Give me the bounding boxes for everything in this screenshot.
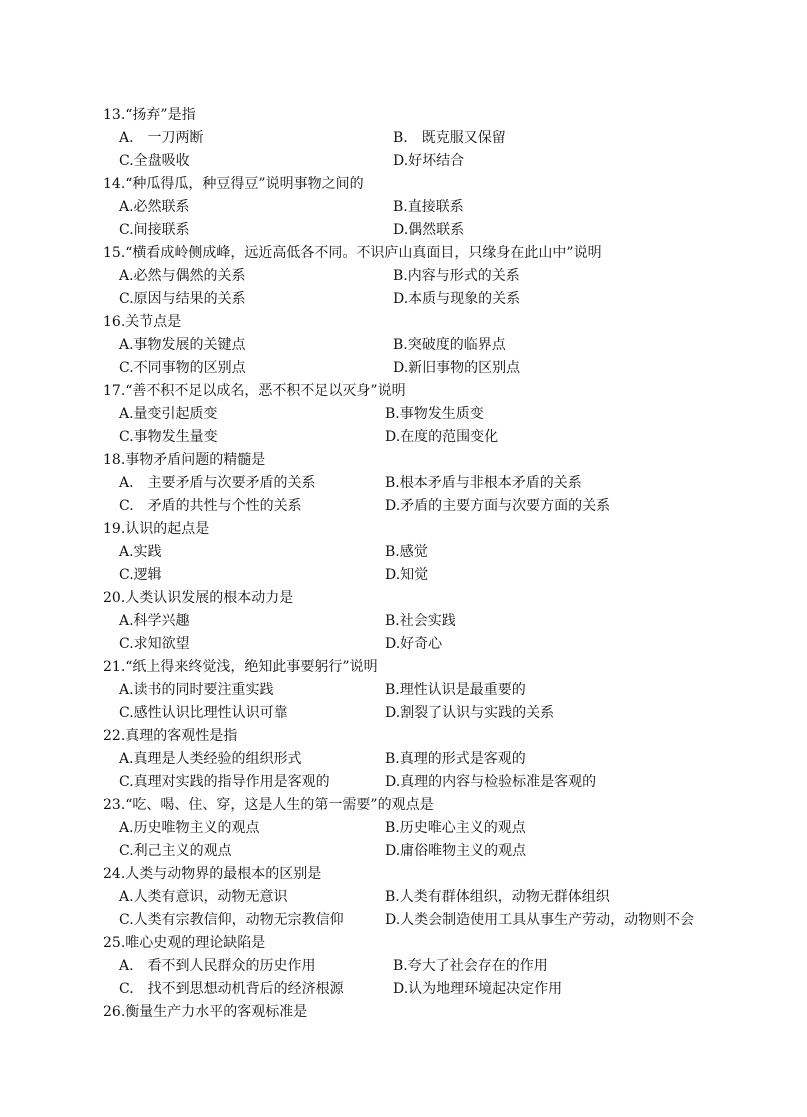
option-b: B. 既克服又保留 bbox=[393, 130, 506, 146]
option-d: D.割裂了认识与实践的关系 bbox=[385, 705, 555, 721]
question-15 bbox=[103, 242, 753, 311]
options-row bbox=[103, 886, 753, 909]
question-26 bbox=[103, 1001, 753, 1024]
question-21 bbox=[103, 656, 753, 725]
option-d: D.矛盾的主要方面与次要方面的关系 bbox=[385, 498, 611, 514]
options-row bbox=[103, 610, 753, 633]
options-row bbox=[103, 357, 753, 380]
option-b: B.真理的形式是客观的 bbox=[385, 751, 526, 767]
option-d: D.真理的内容与检验标准是客观的 bbox=[385, 774, 597, 790]
option-c: C.利己主义的观点 bbox=[119, 843, 232, 859]
option-c: C.逻辑 bbox=[119, 567, 162, 583]
option-a: A. 一刀两断 bbox=[119, 130, 204, 146]
question-stem: 20.人类认识发展的根本动力是 bbox=[103, 590, 294, 606]
option-d: D.人类会制造使用工具从事生产劳动，动物则不会 bbox=[385, 912, 695, 928]
option-d: D.认为地理环境起决定作用 bbox=[393, 981, 563, 997]
options-row bbox=[103, 978, 753, 1001]
option-a: A.历史唯物主义的观点 bbox=[119, 820, 260, 836]
options-row bbox=[103, 426, 753, 449]
options-row bbox=[103, 541, 753, 564]
options-row bbox=[103, 679, 753, 702]
option-b: B.事物发生质变 bbox=[385, 406, 484, 422]
question-25 bbox=[103, 932, 753, 1001]
option-a: A.人类有意识，动物无意识 bbox=[119, 889, 288, 905]
option-b: B.直接联系 bbox=[393, 199, 464, 215]
option-a: A.必然联系 bbox=[119, 199, 190, 215]
options-row bbox=[103, 771, 753, 794]
option-a: A.必然与偶然的关系 bbox=[119, 268, 246, 284]
option-a: A. 主要矛盾与次要矛盾的关系 bbox=[119, 475, 316, 491]
option-a: A.事物发展的关键点 bbox=[119, 337, 246, 353]
question-stem: 22.真理的客观性是指 bbox=[103, 728, 238, 744]
option-a: A. 看不到人民群众的历史作用 bbox=[119, 958, 316, 974]
question-stem: 15.“横看成岭侧成峰，远近高低各不同。不识庐山真面目，只缘身在此山中”说明 bbox=[103, 245, 602, 261]
options-row bbox=[103, 288, 753, 311]
options-row bbox=[103, 633, 753, 656]
options-row bbox=[103, 817, 753, 840]
options-row bbox=[103, 909, 753, 932]
option-b: B.社会实践 bbox=[385, 613, 456, 629]
option-a: A.科学兴趣 bbox=[119, 613, 190, 629]
question-stem: 19.认识的起点是 bbox=[103, 521, 210, 537]
question-22 bbox=[103, 725, 753, 794]
option-c: C.原因与结果的关系 bbox=[119, 291, 246, 307]
question-stem: 24.人类与动物界的最根本的区别是 bbox=[103, 866, 322, 882]
question-13 bbox=[103, 104, 753, 173]
option-b: B.夸大了社会存在的作用 bbox=[393, 958, 548, 974]
option-b: B.突破度的临界点 bbox=[393, 337, 506, 353]
question-18 bbox=[103, 449, 753, 518]
option-d: D.新旧事物的区别点 bbox=[393, 360, 521, 376]
option-d: D.偶然联系 bbox=[393, 222, 465, 238]
option-c: C. 找不到思想动机背后的经济根源 bbox=[119, 981, 344, 997]
options-row bbox=[103, 748, 753, 771]
question-23 bbox=[103, 794, 753, 863]
option-d: D.好奇心 bbox=[385, 636, 443, 652]
question-stem: 13.“扬弃”是指 bbox=[103, 107, 196, 123]
option-d: D.在度的范围变化 bbox=[385, 429, 499, 445]
option-b: B.内容与形式的关系 bbox=[393, 268, 520, 284]
option-a: A.读书的同时要注重实践 bbox=[119, 682, 274, 698]
option-d: D.本质与现象的关系 bbox=[393, 291, 521, 307]
option-c: C.求知欲望 bbox=[119, 636, 190, 652]
option-b: B.人类有群体组织，动物无群体组织 bbox=[385, 889, 610, 905]
question-stem: 23.“吃、喝、住、穿，这是人生的第一需要”的观点是 bbox=[103, 797, 434, 813]
option-a: A.量变引起质变 bbox=[119, 406, 218, 422]
options-row bbox=[103, 840, 753, 863]
option-b: B.理性认识是最重要的 bbox=[385, 682, 526, 698]
options-row bbox=[103, 196, 753, 219]
question-stem: 16.关节点是 bbox=[103, 314, 182, 330]
exam-page bbox=[103, 104, 753, 1024]
options-row bbox=[103, 150, 753, 173]
options-row bbox=[103, 127, 753, 150]
question-19 bbox=[103, 518, 753, 587]
option-c: C.不同事物的区别点 bbox=[119, 360, 246, 376]
option-c: C.全盘吸收 bbox=[119, 153, 190, 169]
question-16 bbox=[103, 311, 753, 380]
question-24 bbox=[103, 863, 753, 932]
question-stem: 17.“善不积不足以成名，恶不积不足以灭身”说明 bbox=[103, 383, 406, 399]
options-row bbox=[103, 219, 753, 242]
question-stem: 25.唯心史观的理论缺陷是 bbox=[103, 935, 266, 951]
question-17 bbox=[103, 380, 753, 449]
option-b: B.历史唯心主义的观点 bbox=[385, 820, 526, 836]
question-stem: 26.衡量生产力水平的客观标准是 bbox=[103, 1004, 308, 1020]
option-b: B.感觉 bbox=[385, 544, 428, 560]
option-c: C.真理对实践的指导作用是客观的 bbox=[119, 774, 330, 790]
options-row bbox=[103, 403, 753, 426]
option-c: C.间接联系 bbox=[119, 222, 190, 238]
options-row bbox=[103, 955, 753, 978]
option-d: D.好坏结合 bbox=[393, 153, 465, 169]
option-a: A.真理是人类经验的组织形式 bbox=[119, 751, 302, 767]
option-b: B.根本矛盾与非根本矛盾的关系 bbox=[385, 475, 582, 491]
options-row bbox=[103, 265, 753, 288]
options-row bbox=[103, 472, 753, 495]
question-stem: 21.“纸上得来终觉浅，绝知此事要躬行”说明 bbox=[103, 659, 378, 675]
options-row bbox=[103, 702, 753, 725]
question-20 bbox=[103, 587, 753, 656]
option-c: C.事物发生量变 bbox=[119, 429, 218, 445]
options-row bbox=[103, 334, 753, 357]
options-row bbox=[103, 495, 753, 518]
options-row bbox=[103, 564, 753, 587]
option-a: A.实践 bbox=[119, 544, 162, 560]
option-c: C.感性认识比理性认识可靠 bbox=[119, 705, 288, 721]
option-c: C.人类有宗教信仰，动物无宗教信仰 bbox=[119, 912, 344, 928]
question-stem: 18.事物矛盾问题的精髓是 bbox=[103, 452, 266, 468]
option-c: C. 矛盾的共性与个性的关系 bbox=[119, 498, 302, 514]
option-d: D.庸俗唯物主义的观点 bbox=[385, 843, 527, 859]
question-stem: 14.“种瓜得瓜，种豆得豆”说明事物之间的 bbox=[103, 176, 364, 192]
question-14 bbox=[103, 173, 753, 242]
option-d: D.知觉 bbox=[385, 567, 429, 583]
